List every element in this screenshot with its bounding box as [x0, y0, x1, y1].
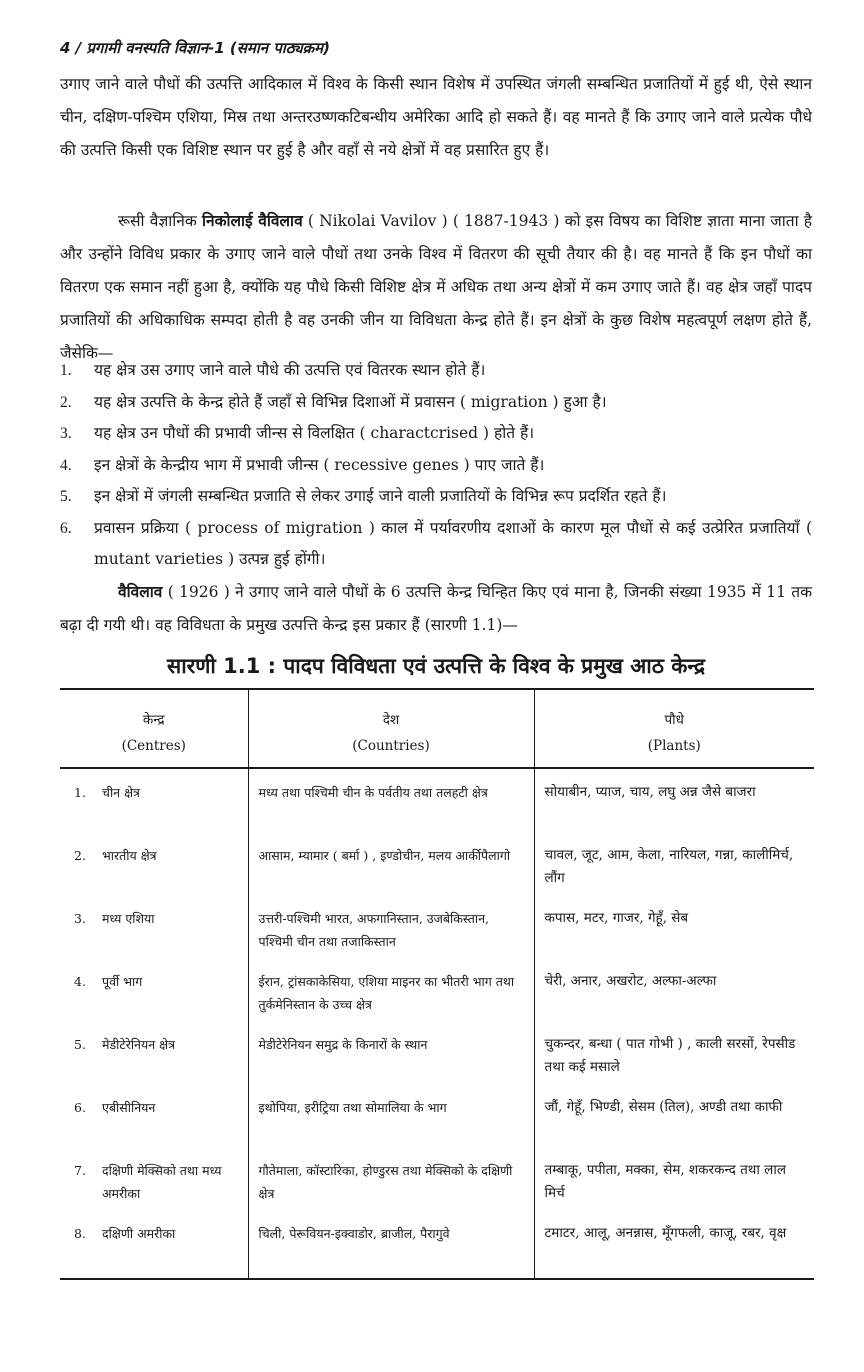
centre-cell — [60, 844, 248, 907]
characteristics-list — [60, 355, 812, 576]
paragraph-centres-text: ( 1926 ) ने उगाए जाने वाले पौधों के 6 उत्पत्ति केन्द्र चिन्हित किए एवं माना है, जिनकी संख्या 1935 में 11 तक बढ़ा दी गयी थी। वह विविधता के प्रमुख उत्पत्ति केन्द्र इस प्रकार हैं (सारणी 1.1)— — [60, 583, 812, 634]
list-text: यह क्षेत्र उन पौधों की प्रभावी जीन्स से विलक्षित ( charactcrised ) होते हैं। — [94, 424, 535, 442]
centre-cell — [60, 1096, 248, 1159]
plants-cell: टमाटर, आलू, अनन्नास, मूँगफली, काजू, रबर, वृक्ष — [534, 1222, 814, 1279]
table-title: सारणी 1.1 : पादप विविधता एवं उत्पत्ति के विश्व के प्रमुख आठ केन्द्र — [167, 654, 705, 678]
table-row — [60, 1096, 814, 1159]
table-row — [60, 768, 814, 844]
plants-cell: जौं, गेहूँ, भिण्डी, सेसम (तिल), अण्डी तथा काफी — [534, 1096, 814, 1159]
list-number: 5. — [60, 488, 72, 505]
table-row — [60, 1222, 814, 1279]
header-countries: देश (Countries) — [248, 689, 534, 768]
table-row — [60, 844, 814, 907]
list-number: 3. — [60, 425, 72, 442]
countries-cell: मेडीटेरेनियन समुद्र के किनारों के स्थान — [248, 1033, 534, 1096]
list-number: 1. — [60, 362, 72, 379]
vavilov-name: वैविलाव — [118, 582, 163, 601]
list-number: 4. — [60, 456, 72, 474]
centre-cell — [60, 768, 248, 844]
list-item — [60, 355, 812, 387]
paragraph-vavilov — [60, 204, 812, 370]
countries-cell: आसाम, म्यामार ( बर्मा ) , इण्डोचीन, मलय आर्कीपैलागो — [248, 844, 534, 907]
centre-name: मेडीटेरेनियन क्षेत्र — [102, 1037, 176, 1052]
list-number: 6. — [60, 519, 72, 537]
list-text: इन क्षेत्रों के केन्द्रीय भाग में प्रभावी जीन्स ( recessive genes ) पाए जाते हैं। — [94, 455, 545, 474]
row-number: 8. — [74, 1226, 86, 1241]
countries-cell: उत्तरी-पश्चिमी भारत, अफगानिस्तान, उजबेकिस्तान, पश्चिमी चीन तथा तजाकिस्तान — [248, 907, 534, 970]
countries-cell: मध्य तथा पश्चिमी चीन के पर्वतीय तथा तलहटी क्षेत्र — [248, 768, 534, 844]
list-item — [60, 481, 812, 513]
table-header-row — [60, 689, 814, 768]
list-text: प्रवासन प्रक्रिया ( process of migration ) काल में पर्यावरणीय दशाओं के कारण मूल पौधों से कई उत्प्रेरित प्रजातियाँ ( mutant varieties ) उत्पन्न हुई होंगी। — [94, 518, 812, 568]
paragraph-vavilov-prefix: रूसी वैज्ञानिक — [118, 212, 202, 230]
centre-cell — [60, 1159, 248, 1222]
paragraph-intro: उगाए जाने वाले पौधों की उत्पत्ति आदिकाल में विश्व के किसी स्थान विशेष में उपस्थित जंगली सम्बन्धित प्रजातियों में हुई थी, ऐसे स्थान चीन, दक्षिण-पश्चिम एशिया, मिस्र तथा अन्तरउष्णकटिबन्धीय अमेरिका आदि हो सकते हैं। वह मानते हैं कि उगाए जाने वाले प्रत्येक पौधे की उत्पत्ति किसी एक विशिष्ट स्थान पर हुई है और वहाँ से नये क्षेत्रों में वह प्रसारित हुए हैं। — [60, 75, 812, 159]
table-container — [60, 688, 814, 1280]
centre-name: पूर्वी भाग — [102, 974, 143, 989]
row-number: 6. — [74, 1100, 86, 1115]
centre-cell — [60, 1222, 248, 1279]
table-row — [60, 1033, 814, 1096]
centre-name: मध्य एशिया — [102, 911, 155, 926]
plants-cell: सोयाबीन, प्याज, चाय, लघु अन्न जैसे बाजरा — [534, 768, 814, 844]
list-item — [60, 387, 812, 419]
centre-name: चीन क्षेत्र — [102, 785, 140, 800]
plants-cell: कपास, मटर, गाजर, गेहूँ, सेब — [534, 907, 814, 970]
paragraph-vavilov-text: ( Nikolai Vavilov ) ( 1887-1943 ) को इस विषय का विशिष्ट ज्ञाता माना जाता है और उन्होंने विविध प्रकार के उगाए जाने वाले पौधों तथा उनके विश्व में वितरण की सूची तैयार की है। वह मानते हैं कि इन पौधों का वितरण एक समान नहीं हुआ है, क्योंकि यह पौधे किसी विशिष्ट क्षेत्र में अधिक तथा अन्य क्षेत्रों में कम उगाए जाते हैं। वह क्षेत्र जहाँ पादप प्रजातियों की अधिकाधिक सम्पदा होती है वह उनकी जीन या विविधता केन्द्र होते हैं। इन क्षेत्रों के कुछ विशेष महत्वपूर्ण लक्षण होते हैं, जैसेकि— — [60, 212, 813, 362]
countries-cell: इथोपिया, इरीट्रिया तथा सोमालिया के भाग — [248, 1096, 534, 1159]
running-header: 4 / प्रगामी वनस्पति विज्ञान-1 (समान पाठ्यक्रम) — [60, 39, 330, 57]
plants-cell: चावल, जूट, आम, केला, नारियल, गन्ना, कालीमिर्च, लौंग — [534, 844, 814, 907]
plants-cell: चुकन्दर, बन्धा ( पात गोभी ) , काली सरसों, रेपसीड तथा कई मसाले — [534, 1033, 814, 1096]
centre-name: एबीसीनियन — [102, 1100, 156, 1115]
list-text: यह क्षेत्र उत्पत्ति के केन्द्र होते हैं जहाँ से विभिन्न दिशाओं में प्रवासन ( migration ) हुआ है। — [94, 392, 607, 411]
table-row — [60, 907, 814, 970]
countries-cell: ईरान, ट्रांसकाकेसिया, एशिया माइनर का भीतरी भाग तथा तुर्कमेनिस्तान के उच्च क्षेत्र — [248, 970, 534, 1033]
countries-cell: चिली, पेरूवियन-इक्वाडोर, ब्राजील, पैरागुवे — [248, 1222, 534, 1279]
row-number: 1. — [74, 785, 86, 800]
list-text: यह क्षेत्र उस उगाए जाने वाले पौधे की उत्पत्ति एवं वितरक स्थान होते हैं। — [94, 361, 486, 379]
row-number: 5. — [74, 1037, 86, 1052]
list-number: 2. — [60, 393, 72, 411]
centre-cell — [60, 1033, 248, 1096]
centres-table — [60, 688, 814, 1280]
table-row — [60, 1159, 814, 1222]
list-text: इन क्षेत्रों में जंगली सम्बन्धित प्रजाति से लेकर उगाई जाने वाली प्रजातियों के विभिन्न रूप प्रदर्शित रहते हैं। — [94, 487, 667, 505]
plants-cell: तम्बाकू, पपीता, मक्का, सेम, शकरकन्द तथा लाल मिर्च — [534, 1159, 814, 1222]
header-plants: पौधे (Plants) — [534, 689, 814, 768]
vavilov-name: निकोलाई वैविलाव — [201, 211, 303, 230]
row-number: 4. — [74, 974, 86, 989]
centre-name: भारतीय क्षेत्र — [102, 848, 157, 863]
list-item — [60, 418, 812, 450]
list-item — [60, 450, 812, 482]
list-item — [60, 513, 812, 576]
plants-cell: चेरी, अनार, अखरोट, अल्फा-अल्फा — [534, 970, 814, 1033]
centre-name: दक्षिणी मेक्सिको तथा मध्य अमरीका — [102, 1163, 222, 1201]
row-number: 3. — [74, 911, 86, 926]
centre-cell — [60, 907, 248, 970]
paragraph-centres — [60, 575, 812, 642]
table-row — [60, 970, 814, 1033]
row-number: 2. — [74, 848, 86, 863]
centre-cell — [60, 970, 248, 1033]
row-number: 7. — [74, 1163, 86, 1178]
header-centres: केन्द्र (Centres) — [60, 689, 248, 768]
countries-cell: गौतेमाला, कॉस्टारिका, होण्डुरस तथा मेक्सिको के दक्षिणी क्षेत्र — [248, 1159, 534, 1222]
centre-name: दक्षिणी अमरीका — [102, 1226, 176, 1241]
